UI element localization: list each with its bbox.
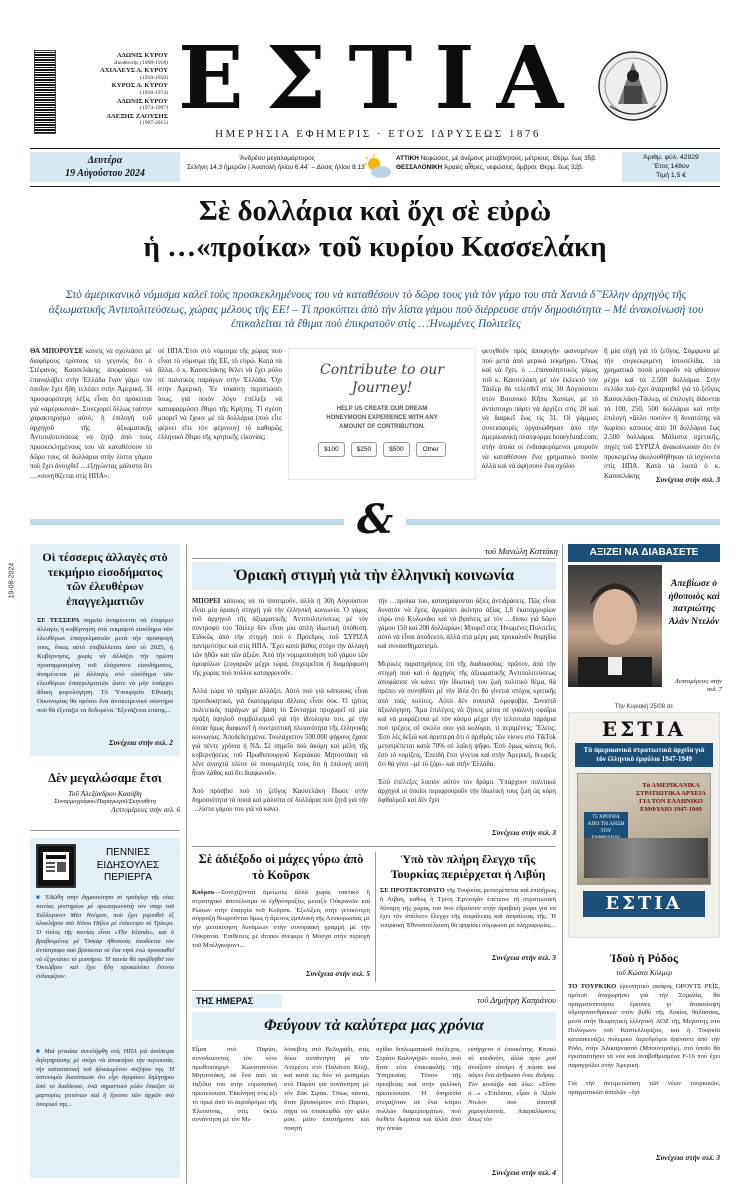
bottom-text: σχίδιο διπλωματικοῦ ἀτέλεχος. Στράτο Καλογηρῶ- πουλο, ποὺ ἦταν τότε ἐπικεφαλῆς τῆς Ὑπηρεσίας Τύπου τῆς πρεσβείας καὶ στὴν γαλλικὴ πρωτεύουσα. Ἡ ὕπηρεσία στεγαζόταν σὲ ἕνα κτίριο πολλῶν διαμερισμάτων, ποὺ διέθετε δωμάτια καὶ ἀλλὰ ἀπὸ τὴν ὁποία — [376, 1046, 461, 1133]
barcode — [34, 50, 56, 134]
bottom-col-1 — [192, 1046, 277, 1178]
libya-continue[interactable]: Συνέχεια στὴν σελ. 3 — [491, 953, 556, 962]
sun-info: Σελήνη 14,3 ἡμερῶν | Ἀνατολὴ ἡλίου 6.44΄ – Δύσις ἡλίου 8.13΄ — [187, 164, 367, 171]
weather-info — [396, 154, 614, 172]
rhodes-lead: ΤΟ ΤΟΥΡΚΙΚΟ — [568, 983, 617, 990]
left2-byline: Τοῦ Ἀλεξάνδρου Κασάβη — [68, 789, 142, 798]
center-col-2 — [378, 597, 556, 827]
delon-photo — [568, 565, 662, 687]
masthead-subtitle: ΗΜΕΡΗΣΙΑ ΕΦΗΜΕΡΙΣ · ΕΤΟΣ ΙΔΡΥΣΕΩΣ 1876 — [215, 128, 541, 140]
founder-name: ΚΥΡΟΣ Α. ΚΥΡΟΥ — [111, 82, 168, 90]
founder-years: (1918-1974) — [140, 89, 168, 96]
founders-list — [60, 52, 168, 128]
center-text: κάποιος νὰ τὸ ὑποτιμοῦν, ἀλλὰ ἡ 30ή Αὐγούστου εἶναι μία ὁριακὴ στιγμὴ γιὰ τὴν ἑλληνικὴ κοινωνία. Ὁ γάμος τοῦ ἀρχηγοῦ τῆς ἀξιωματικῆς Ἀντιπολιτεύσεως μὲ τὸν σύντροφό του Τάιλερ δὲν εἶναι μία ἁπλὴ ἰδιωτικὴ ὑπόθεση. Εἰδικῶς ἀπὸ τὴν στιγμὴ ποὺ ὁ Πρόεδρος τοῦ ΣΥΡΙΖΑ παντρεύτηκε καὶ στὶς ΗΠΑ. Ἔχει κατὰ βάθος στόχο τὴν ἀλλαγὴ τῶν ἠθῶν καὶ τῶν ἀξιῶν. Ἀπὸ τὴν νομιμοποίηση τοῦ γάμου τῶν ὁμοφύλων ζευγαριῶν μέχρι τώρα, ἐπιχειρεῖται ἡ διαμόρφωση τῆς χώρας ποὺ πολλοὶ καταφρονοῦν. Ἀλλὰ τώρα τὸ πρᾶγμα ἀλλάζει. Αὐτὸ ποὺ γιὰ κάποιους εἶναι προσδοκητικό, γιὰ ἑκατομμύρια ἄλλους εἶναι σοκ. Ὁ τρίτος πολιτεικὸς παράγων μὲ βάση τὸ Σύνταγμα προχωρεῖ σὲ μία πράξη ὑψηλοῦ συμβολισμοῦ γιὰ τὴν ἰδεολογία του, μὲ τὴν ὁποία ὅμως διαφωνεῖ ἡ συντριπτικὴ πλειονότητα τῆς ἑλληνικῆς κοινωνίας. Ἀποδεδειγμένα. Τουλάχιστον 500.000 ψήφους ἔχασε γιὰ πέντε χρόνια ἡ ΝΔ. Σὲ σημεῖο ποὺ ἀκόμη καὶ μέλη τῆς κυβερνήσεως τοῦ Πρωθυπουργοῦ Κυριάκου Μητσοτάκη νὰ λένε ἀνοιχτὰ πλέον σὲ συνομιλητές τους ὅτι ἡ ἐπιλογὴ αὐτὴ ἦταν λάθος καὶ ὅτι διαφωνοῦν. Ἀπὸ πρόσβισ ποὺ τὸ ζεῦγος Κασσελάκη ἔδωσε στὴν δημοσιότητα τὰ ποσά καὶ μάλιστα σὲ δολλάρια ποὺ ζητᾶ γιὰ τὴν …λίστα γάμου του γιὰ νὰ κάνει — [192, 598, 368, 814]
honeymoon-card — [288, 348, 476, 480]
card-line: AMOUNT OF CONTRIBUTION. — [339, 424, 425, 430]
founder-name: ΑΔΩΝΙΣ ΚΥΡΟΥ — [116, 97, 168, 105]
founder-name: ΑΔΩΝΙΣ ΚΥΡΟΥ — [116, 52, 168, 59]
libya-story — [380, 852, 556, 984]
lead-text: φευγθοῦν πρὸς ἀποφυγὴν φαινομένων ποὺ μετὰ ἀπὸ μερικά τεκμήριο. Ὅπως καὶ νὰ ἔχει, ὁ …ἐπαναληπτικὸς γάμος τοῦ κ. Κασσελάκη μὲ τὸν ἐκλεκτὸ τον Τάιλερ θὰ τελεσθεῖ στὶς 30 Αὐγούστου στὸν Βοτανικὸ Κῆπο Χανίων, μὲ τὸ ἀντίστοιχο πάρτι νὰ ἀρχίζει στὶς 28 καὶ νὰ διαρκεῖ ἕως τὶς 31. Οἱ γάμμιες συνεισφορὲς ὀργανώθηκαν ἀπὸ τὴν ἀμερικανικὴ πλατφόρμα honeyfund.com, στὴν ὁποία οἱ ἐνδιαφερόμενοι μποροῦν νὰ καταθέσουν ἕνα χρηματικὸ ποσὸν ἀλλὰ καὶ νὰ ἀφήσουν ἕνα σχόλιο — [482, 347, 598, 471]
left1-continue[interactable]: Συνέχεια στὴν σελ. 2 — [108, 738, 173, 747]
founder-role: Διευθυντής (1898-1918) — [114, 59, 168, 66]
rhodes-text: ἐρευνητικὸ σκάφος ΟΡΟΥΤΣ ΡΕΪΣ, πρότοῦ ἀναχωρήσει γιὰ τὴν Σομαλία, θὰ πραγματοποιήσει ἔρευνες γι᾽ ἀνακαλυψη ὑδρογονανθράκων στὸν βυθὸ τῆς Λυκίας θάλασσας, μέσα στὴν θεωρητικὴ ἑλληνικὴ ΑΟΖ τῆς Μεγίστης στὸ Πολύγωνο τοῦ Καστελλορίζου, καὶ ἡ Τουρκία κατασκευάζει πολεμικὸ ἀεροδρόμιο ἀπέναντι ἀπὸ τὴν Ρόδο, στὴν Ἁλικαρνασσὸ (Μπουντροῦμ), στὸ ὁποῖο θὰ ἐγκαταστήσει τὰ νέα καὶ ἀναβαθμισμένα F-16 ποὺ ἔχει παραγγείλει στὴν Ἀμερική. Γιὰ τὴν ἀντιμετώπιση τῶν νέων τουρκικῶν, πραγματικῶν ἀπειλῶν –ὄχι — [568, 983, 721, 1096]
lead-byline: ΘΑ ΜΠΟΡΟΥΣΕ — [30, 347, 84, 355]
lead-col-1 — [30, 347, 152, 483]
kursk-story — [192, 852, 370, 984]
founder-years: (1918-1950) — [140, 74, 168, 81]
bottom-byline: τοῦ Δημήτρη Καπράνου — [477, 995, 556, 1005]
left1-byline: ΣΕ ΤΕΣΣΕΡΑ — [37, 617, 80, 624]
left1-headline: Οἱ τέσσερις ἀλλαγὲς στὸ τεκμήριο εἰσοδήματος τῶν ἐλευθέρων ἐπαγγελματιῶν — [42, 550, 168, 608]
weather-icon — [362, 154, 392, 180]
weather-thess: Ἀραιὲς αἶθρες, νεφώσεις, ὄμβροι. Θερμ. ἕως 32β. — [443, 164, 584, 171]
promo-brand: ΕΣΤΙΑ — [601, 717, 687, 741]
right-box-label: ΑΞΙΖΕΙ ΝΑ ΔΙΑΒΑΣΕΤΕ — [568, 544, 720, 562]
kursk-body: —Συνεχίζονται ἀμείωτες ἀλλὰ χωρὶς τακτικὸ ἢ στρατηγικὸ ἀποτέλεσμα οἱ ἐχθροπραξίες μεταξὺ Οὐκρανῶν καὶ Ρώσων στὴν ἐπαρχία τοῦ Κοῦρσκ. Ἐξελίξεις στὴν γενικότερη σύρραξη θεωροῦνται ὅμως ἡ ἄμεσος ἐμπλοκὴ τῆς Λευκορωσίας μὲ τὴν μετακίνηση δυνάμεων στὴν συνοριακὴ γραμμὴ μὲ τὴν Οὐκρανία. Ἐπιθέσεις μὲ drones ἀνέφερε ἡ Μόσχα στὴν περιοχὴ τοῦ Μπέλγκοροντ... — [192, 889, 370, 949]
amount-button-500[interactable]: $500 — [383, 442, 409, 457]
lead-deck: Στὸ ἀμερικανικὸ νόμισμα καλεῖ τοὺς προσκεκλημένους του νὰ καταθέσουν τὸ δῶρο τους γιὰ τὸν γάμο του στὰ Χανιά δ᾽Ἕλλην ἀρχηγὸς τῆς ἀξιωματικῆς Ἀντιπολιτεύσεως, χώρας μέλους τῆς ΕΕ! – Τί προκύπτει ἀπὸ τὴν λίστα γάμου ποὺ διέρρευσε στὴν δημοσιότητα – Μὲ ἀνακοίνωσή του ἐπικαλεῖται τὰ ἔθιμα ποὺ ἐπικρατοῦν στὶς …Ἡνωμένες Πολιτεῖες — [48, 289, 704, 331]
saint-name: Ἄνδρέου μεγαλομάρτυρος — [239, 155, 315, 162]
rhodes-continue[interactable]: Συνέχεια στὴν σελ. 3 — [655, 1153, 720, 1162]
promo-photo — [584, 838, 708, 878]
center-headline: Ὁριακὴ στιγμὴ γιὰ τὴν ἑλληνικὴ κοινωνία — [233, 567, 515, 584]
left3-headline: ΠΕΝΝΙΕΣ ΕΙΔΗΣΟΥΛΕΣ ΠΕΡΙΕΡΓΑ — [96, 847, 160, 884]
libya-lead: ΣΕ ΠΡΟΤΕΚΤΟΡΑΤΟ — [380, 887, 445, 894]
card-line: HELP US CREATE OUR DREAM — [336, 406, 428, 412]
bottom-col-2 — [284, 1046, 369, 1178]
weather-attiki: Νεφώσεις, μὲ ἀνέμους μεταβλητούς, μέτριους. Θερμ. ἕως 35β. — [420, 155, 597, 162]
lead-col-3 — [482, 347, 598, 483]
card-line: HONEYMOON EXPERIENCE WITH ANY — [326, 415, 438, 421]
left3-text: Ἐδῶθη στὴν δημοσιότητα τὸ τραῖηλερ τῆς νέας ταινίας μυστηρίου μὲ πρωταγωνιστὴ τὸν σταρ τοῦ Χόλλυγουντ Μὰτ Ντέιμον, ποὺ ἔχει γυρισθεῖ ἐξ ὁλοκλήρου στὸ Νότιο Πήλιο μὲ ἐπίκεντρο τὸ Τρίκερι. Ὁ τίτλος τῆς ταινίας εἶναι «The Islands», καὶ ὁ βραβευμένος μὲ Ὄσκαρ ἠθοποιὸς ὑποδύεται τὸν ἀντίστροφο ποὺ βρίσκεται σὲ ἕνα νησὶ ἐνώ προσπαθεῖ νὰ ἐξιχνιάσει τὸ μυστήριο. Ἡ ταινία θὰ προβληθεῖ τὸν Ὀκτώβριο καὶ ἔχει ἤδη προκαλέσει ἔντονο ἐνδιαφέρον. — [36, 894, 174, 981]
left1-body: σημεῖα ἀναμένεται νὰ ἐπιφέρει ἀλλαγὲς ἡ κυβέρνηση στὰ τεκμαρτὸ εἰσόδημα τῶν ἐλευθέρων ἐπαγγελματιῶν μετὰ τὴν προσφυγή τους, ὅπως αὐτὸ ἐπιβάλλεται ἀπὸ τὸ 2025, ἡ Κυβέρνησις, χωρὶς νὰ ἀλλάζει τὴν πρώτη προσαρμοσμένη τοῦ ἐλάχιστου εἰσοδήματος, ἀναμένεται μὲ ἀλλαγὲς στὸ εἰσόδημα τῶν ἐλευθέρων ἐπαγγελματιῶν ὥστε νὰ μὴν ὑπάρχει ἄδικη φορολόγηση. Τὸ Ὑπουργεῖο Ἐθνικῆς Οἰκονομίας θὰ πρόσει ἔνα ἀντικειμενικὸ σύστημα ποὺ θὰ ἐξετάζει τὰ δεδομένα. Ἐξετάζεται ἐπίσης... — [37, 617, 173, 714]
center-text: τὴν …προίκα του, καταγράφονται ἀξίες ἀντιδράσεις. Πῶς εἶναι δυνατὸν νὰ ἔχεις ἀγοράσει ἀκίνητο ἀξίας 1,8 ἑκατομμυρίων εὐρὼ στὸ Κολωνάκι καὶ νὰ βγαίνεις μὲ τὸν …δίσκο γιὰ δῶρο γάμου 150 καὶ 200 δολλαρίων; Μπορεῖ στὶς Ἡνωμένες Πολιτεῖες αὐτὸ νὰ εἶναι ἀποδεκτό, ἀλλὰ στὰ μέρη μας προκαλοῦν θυμηδία καὶ συναισθηματισμὸ. Μερικὲς παρατηρήσεις ἐπὶ τῆς διαδικασίας: πρῶτον, ἀπὸ τὴν στιγμὴ ποὺ καὶ ὁ ἀρχηγὸς τῆς ἀξιωματικῆς Ἀντιπολιτεύσεως ἀποφάσισε νὰ κάνει τὴν ἰδιωτική του ζωὴ πολιτικὸ θέμα, θὰ πρέπει νὰ συνηθίσει μὲ τὴν ἰδέα ὅτι θὰ γίνεται στόχος κριτικῆς ἀπὸ τοὺς πολίτες. Αὐτὸ δὲν συνιστᾶ ὁμοφοβία. Συνιστᾶ ἀξιολόγηση. Ἅμα ἐπιλέγεις νὰ ζήσεις μέσα σὲ γυάλινη σφαῖρα καὶ νὰ μοιράζεσαι μὲ τὸν κόσμο μέχρι τὴν τελευταία παράμια ποὺ τρέχεις σὲ σκύλο σου γιὰ κολύμπι, τί περιμένεις; Ἔλεος; Ἐσὺ λὲς δεξιὰ καὶ ἀριστερὰ ὅτι ὁ ἀριθμὸς τῶν views στὸ TikTok μετατρέπεται κατὰ 70% σὲ λαϊκὴ ψῆφο. Ἐσὺ ὅμως κάνεις θεό, ἐσὺ τὸ νομίζεις. Ἐπειδὴ ἔτσι γίνεται καὶ στὴν Ἀμερική, θεωρεῖς ὅτι θὰ γίνει –μὲ τὸ ζόρι– καὶ στὴν Ἑλλάδα. Ἐσὺ ἐπέλεξες λοιπὸν αὐτὸν τὸν δρόμο. Ὑπάρχουν πολιτικοὶ ἀρχηγοὶ οἱ ὁποῖοι περιφρουροῦν τὴν ἰδιωτική τους ζωὴ ὡς κόρη ὀφθαλμοῦ καὶ δὲν ἔχει — [378, 598, 556, 805]
issue-number: Ἀριθμ. φύλ. 42929 — [643, 154, 699, 161]
date-box — [30, 152, 180, 182]
lead-text: κανεὶς νὰ σχολιάσει μὲ διαφόρους τρόπους τὸ γεγονὸς ὅτι ὁ Στέφανος Κασσελάκης ἀποφάσισε νὰ ἐπαναλάβει στὴν Ἑλλάδα ἕναν γάμο τὸν ὁποῖον ἔχει ἤδη τελέσει στὴν Ἀμερική. Ἡ προσφορότερη λέξις εἶναι ὅτι πρόκειται γιὰ «ἀμερικανιά». Συνεχορεί ὅλλως ταύτην χαρακτηρισμό αὐτό, ἡ ἐπιλογή τοῦ ἀρχηγοῦ τῆς ἀξιωματικῆς Ἀντιπολιτεύσεως νὰ ζητᾷ ἀπὸ τοὺς προσκεκλημένους του νὰ καταθέσουν τὸ δῶρο τους σὲ δολλάρια στὴν λίστα γάμου ποὺ ἔχει ἀνοιχθεῖ …ἐξηγώντας μάλιστα ὅτι …«συνηθίζεται στὶς ΗΠΑ». — [30, 347, 152, 480]
rhodes-body — [568, 983, 720, 1151]
side-date: 19-08-2024 — [8, 562, 16, 599]
bottom-text: εἰσήρχετο ὁ ἐπισκέπτης. Κτυπώ τὸ κουδούνι, ἀλλὰ πρὶν μοῦ ἀνοίξουν ἀνοίγει ἡ πόρτα καὶ πάψει ἕνα ἀνθρωπο ἕνας ἄνδρας. Τὸν κοιτάζω καὶ λέω: «Εἴστε ὁ…» «Ἐπιλιστα, εἶμαι ὁ Ἀλαίν Ντελὸν ποὺ ἀπαντᾷ χαμογελαστός. Ἀπαράλλακτος ὅπως τὸν — [468, 1046, 556, 1124]
weekday: Δευτέρα — [87, 155, 123, 166]
promo-brand-2: ΕΣΤΙΑ — [583, 891, 705, 917]
kursk-lead: Κοῦρσκ — [192, 889, 215, 896]
date: 19 Αὐγούστου 2024 — [65, 168, 145, 179]
center-headline-box — [192, 562, 556, 590]
left3-text: Μιὰ γυναίκα συνελήφθη στὶς ΗΠΑ γιὰ ἀπόπειρα δηλητηρίασης μὲ στόχο νὰ ἀποκτήσει τὴν περιουσία, τὴν καταστατικὴ τοῦ ἠλικιωμένου συζύγου της. Ἡ ἀστυνομία διαπίστωσε ὅτι εἶχε ἀγοράσει δηλητήριο ἀπὸ τὸ διαδίκτυο, ἐνῶ σημαντικὸ ρόλο ἔπαιξαν οἱ μαρτυρίες γειτόνων καὶ ἡ ἔρευνα τῶν ἀρχῶν στὸ ἱστορικό της... — [36, 1048, 174, 1108]
bottom-text: λόσεβιτς στὸ Βελιγράδι, στὶς δέκα συνάντηση μὲ τὸν Ἀντρέοτι στὸ Παλάτσο Κίτζι, καὶ κατὰ τὶς δύο τὸ μεσημέρι στὸ Παρίσι γιὰ συνάντηση μὲ τὸν Ζὰκ Σιράκ. Ὅπως πάντα, ὅταν βρισκόμουν στὸ Παρίσι, πήγα νὰ ἐπισκεφθῶ τὸν φίλο μου, μέσο ἐπιστήμονα καὶ ποιητὴ — [284, 1046, 369, 1133]
seal-logo — [596, 46, 670, 128]
weather-thess-label: ΘΕΣΣΑΛΟΝΙΚΗ — [396, 164, 443, 171]
promo-badge: 75 ΧΡΟΝΙΑ ΑΠΟ ΤΗ ΛΗΞΗ ΤΟΥ — [584, 812, 628, 844]
left3-body-2: ■ Μιὰ γυναίκα συνελήφθη στὶς ΗΠΑ γιὰ ἀπόπειρα δηλητηρίασης μὲ στόχο νὰ ἀποκτήσει τὴν περιουσία, τὴν καταστατικὴ τοῦ ἠλικιωμένου συζύγου της. Ἡ ἀστυνομία διαπίστωσε ὅτι εἶχε ἀγοράσει δηλητήριο ἀπὸ τὸ διαδίκτυο, ἐνῶ σημαντικὸ ρόλο ἔπαιξαν οἱ μαρτυρίες γειτόνων καὶ ἡ ἔρευνα τῶν ἀρχῶν στὸ ἱστορικό της... — [36, 1048, 174, 1108]
rhodes-byline: τοῦ Κώστα Κόλμερ — [615, 968, 673, 977]
lead-headline-1: Σὲ δολλάρια καὶ ὄχι σὲ εὐρὼ — [198, 195, 552, 227]
left2-role: Συναρμογράφου/Παραγωγοῦ/Σκηνοθέτη — [54, 798, 156, 805]
bottom-label: ΤΗΣ ΗΜΕΡΑΣ — [192, 994, 282, 1008]
founder-name: ΑΛΕΞΗΣ ΖΑΟΥΣΗΣ — [106, 112, 168, 120]
promo-title: Τὰ ἀμερικανικὰ στρατιωτικὰ ἀρχεῖα γιὰ τὸν ἑλληνικὸ ἐμφύλιο 1947-1949 — [575, 743, 713, 767]
divider-right — [406, 519, 720, 525]
bottom-col-3 — [376, 1046, 461, 1178]
kursk-headline: Σὲ ἀδιέξοδο οἱ μάχες γύρω ἀπὸ τὸ Κοῦρσκ — [198, 852, 364, 882]
bottom-continue[interactable]: Συνέχεια στὴν σελ. 4 — [491, 1168, 556, 1177]
left-story-1 — [30, 544, 180, 756]
bottom-col-4 — [468, 1046, 556, 1166]
libya-body: τῆς Τουρκίας μετατρέπεται καὶ ἐπισήμως ἡ Λιβύη, καθὼς ἡ Τρίτη Ἐρντογάν ἐπέτεινε τὴ στρατιωτικὴ δύναμη τῆς χώρας του ποὺ ἐδρεύουν στὴν ἀραβικὴ χώρα γιὰ νὰ ἔχει τὸν ἀπόλυτο ἔλεγχο τῆς ἀσφάλειας καὶ ἀσφάλειας τῆς. Ἡ τουρκικὴ Ἐθνοσυνέλευση θὰ ψηφίσει σύμφωνα μὲ πληροφορίες... — [380, 887, 556, 930]
lead-text: σὲ ΗΠΑ.Ἐτσι στὸ νόμισμα τῆς χώρας ποὺ εἶναι τὸ νόμισμα τῆς ΕΕ, τὸ εὐρώ. Κατὰ τὰ ἄλλα, ὁ κ. Κασσελάκης θέλει νὰ ἔχει ρόλο σὲ πολιτικὸς παράγων στὴν Ἑλλάδα. Ὄχι στὴν Ἀμερική. Ἐν τοιαύτῃ περιπτώσει ἴσως, γιὰ ποιὸν λόγο ἐπέλεξε νὰ καταφαρμόσει ἔθιμο τῆς Κρήτης. Τί σχέση μπορεῖ νὰ ἔχουν μὲ τὰ δολλάρια (ποὺ εἶτε φέρνει εἴτε τὸν φέρνουν) τὸ καθαρῶς ἑλληνικὸ ἔθιμο τῆς κρητικῆς εἰκονίας; — [158, 347, 282, 442]
issue-price: Τιμή 1,5 € — [655, 172, 687, 179]
lead-col-2 — [158, 347, 282, 483]
founder-name: ΑΧΙΛΛΕΥΣ Α. ΚΥΡΟΥ — [100, 67, 168, 75]
left2-continue[interactable]: Λεπτομέρειες στὴν σελ. 6 — [111, 806, 180, 814]
right-box-headline: Ἀπεβίωσε ὁ ἠθοποιὸς καὶ πατριώτης Ἀλὰν Ντελόν — [668, 579, 720, 627]
bottom-text: Εἶμαι στὸ Παρίσι, συνοδεύοντας τὸν τότε πρωθυπουργὸ Κωνσταντίνο Μητσοτάκη, σὲ ἕνα ἀπὸ τὰ ταξίδια του στὴν εὐρωπαϊκή πρωτεύουσα. Ἐκκίνηση στὶς ἑξι τὸ πρωὶ ἀπὸ τὸ ἀεροδρόμιο τῆς Ἐλευσίνας, στὶς ὀκτώ συνάντηση μὲ τὸν Μι- — [192, 1046, 277, 1124]
divider-left — [30, 519, 344, 525]
bottom-headline: Φεύγουν τὰ καλύτερα μας χρόνια — [263, 1017, 484, 1034]
promo-book — [577, 773, 711, 885]
amount-button-250[interactable]: $250 — [351, 442, 377, 457]
issue-box — [622, 152, 720, 182]
founder-years: (1997-2015) — [140, 120, 168, 127]
promo-inner-title: Τὰ ΑΜΕΡΙΚΑΝΙΚΑ ΣΤΡΑΤΙΩΤΙΚΑ ΑΡΧΕΙΑ ΓΙΑ ΤΟΝ ΕΛΛΗΝΙΚΟ ΕΜΦΥΛΙΟ 1947-1949 — [635, 782, 707, 813]
left-story-2 — [30, 764, 180, 826]
card-script: Contribute to our Journey! — [320, 362, 444, 396]
center-continue[interactable]: Συνέχεια στὴν σελ. 3 — [491, 828, 556, 837]
left2-headline: Δὲν μεγαλώσαμε ἔτσι — [48, 771, 162, 785]
center-byline: τοῦ Μανώλη Κοττάκη — [484, 546, 558, 556]
right-box-continue[interactable]: Λεπτομέρειες στὴν σελ. 7 — [674, 678, 722, 693]
card-text — [289, 405, 475, 432]
kursk-continue[interactable]: Συνέχεια στὴν σελ. 5 — [305, 969, 370, 978]
left-story-3 — [30, 838, 180, 1178]
amount-button-other[interactable]: Other — [416, 442, 446, 457]
amount-button-100[interactable]: $100 — [318, 442, 344, 457]
rhodes-story — [568, 944, 720, 1184]
weather-attiki-label: ΑΤΤΙΚΗ — [396, 155, 419, 162]
founder-years: (1974-1997) — [140, 105, 168, 112]
lead-continue[interactable]: Συνέχεια στὴν σελ. 3 — [655, 475, 720, 484]
promo-box — [568, 712, 720, 938]
lead-text: ἢ μία εὐχὴ γιὰ τὸ ζεῦγος. Σύμφωνα μὲ τὴν συγκεκριμένη ἱστοσελίδα, τὰ χρηματικὰ ποσὰ μποροῦν νὰ φθάσουν μέχρι καὶ τὰ 2.500 δολλάρια. Στὴν σελίδα ποὺ ἔχει ἀναρτηθεῖ γιὰ τὸ ζεῦγος Κασσελάκη-Τάιλερ, οἱ ἐπιλογὲς δίδονται τὰ 100, 250, 500 δολλάρια καὶ στὴν ἐπιλογὴ «ἄλλο ποσὸν» ἡ δυνατότης νὰ δωρίσει κάποιος ἀπὸ 10 δολλάρια ἕως 2.500 δολλάρια. Μάλιστα σχετικῆς, πηγὲς τοῦ ΣΥΡΙΖΑ ἀνακοίνωσαν ὅτι ἐν προκειμένῳ ἀκολουθήθηκαν τὰ ἰσχύοντα στὶς ΗΠΑ. Κατὰ τὰ λοιπά ὁ κ. Κασσελάκης — [604, 347, 720, 480]
issue-year: Ἔτος 148ον — [652, 163, 690, 170]
ampersand-icon: & — [356, 496, 394, 543]
saint-info — [186, 154, 368, 172]
center-lead: ΜΠΟΡΕΙ — [192, 598, 221, 605]
promo-top: Τὴν Κυριακή 25/08 σε — [614, 704, 674, 710]
libya-headline: Ὑπὸ τὸν πλήρη ἔλεγχο τῆς Τουρκίας περιέρχεται ἡ Λιβύη — [390, 852, 546, 881]
lead-headline-2: ἡ …«προίκα» τοῦ κυρίου Κασσελάκη — [143, 231, 607, 263]
masthead-title: ΕΣΤΙΑ — [178, 28, 586, 129]
bottom-headline-box — [192, 1012, 556, 1040]
left3-body-1: ■ Ἐδῶθη στὴν δημοσιότητα τὸ τραῖηλερ τῆς νέας ταινίας μυστηρίου μὲ πρωταγωνιστὴ τὸν σταρ τοῦ Χόλλυγουντ Μὰτ Ντέιμον, ποὺ ἔχει γυρισθεῖ ἐξ ὁλοκλήρου στὸ Νότιο Πήλιο μὲ ἐπίκεντρο τὸ Τρίκερι. Ὁ τίτλος τῆς ταινίας εἶναι «The Islands», καὶ ὁ βραβευμένος μὲ Ὄσκαρ ἠθοποιὸς ὑποδύεται τὸν ἀντίστροφο ποὺ βρίσκεται σὲ ἕνα νησὶ ἐνώ προσπαθεῖ νὰ ἐξιχνιάσει τὸ μυστήριο. Ἡ ταινία θὰ προβληθεῖ τὸν Ὀκτώβριο καὶ ἔχει ἤδη προκαλέσει ἔντονο ἐνδιαφέρον. — [36, 894, 174, 981]
rhodes-headline: Ἰδοὺ ἡ Ρόδος — [609, 951, 679, 965]
newspaper-icon — [36, 844, 76, 888]
